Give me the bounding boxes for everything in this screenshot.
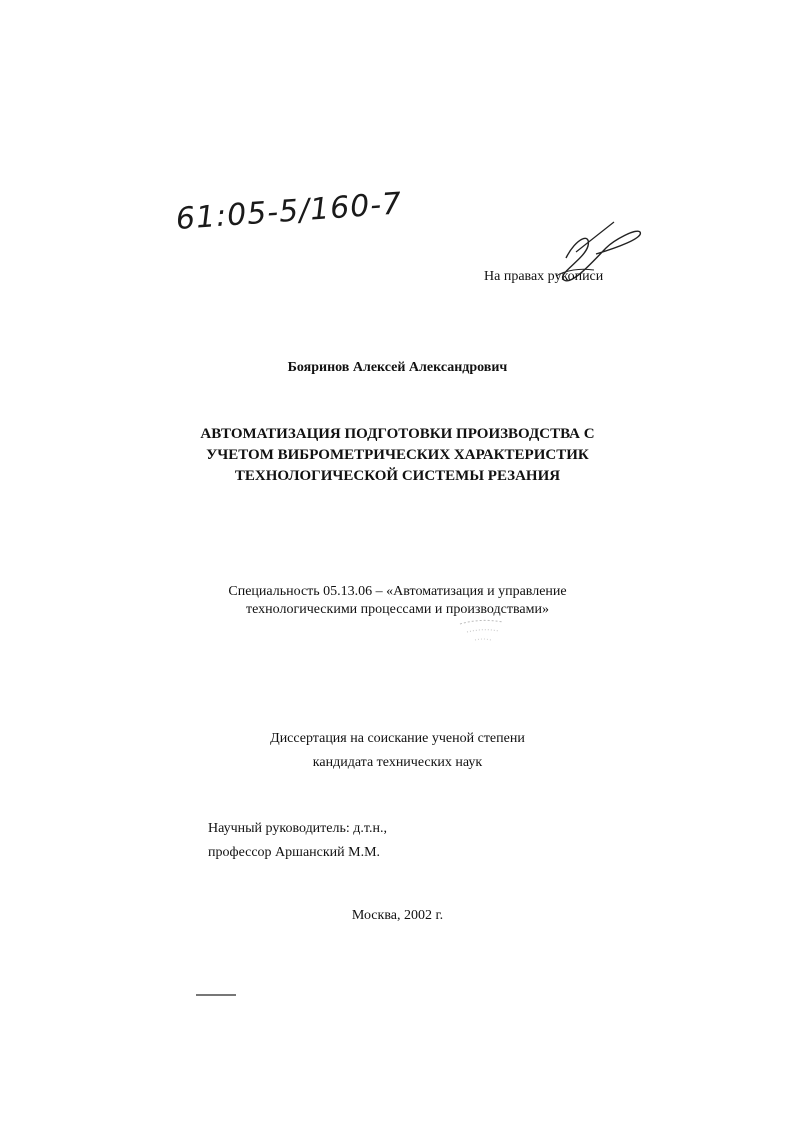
supervisor-block [208, 817, 387, 865]
rights-note: На правах рукописи [484, 269, 604, 284]
handwritten-archive-code: 61:05-5/160-7 [174, 186, 404, 237]
specialty-line: технологическими процессами и производствами» [246, 602, 549, 617]
specialty-block [0, 583, 795, 619]
scan-mark [196, 994, 236, 996]
degree-line: Диссертация на соискание ученой степени [270, 731, 525, 746]
author-name: Бояринов Алексей Александрович [287, 360, 508, 375]
city-year: Москва, 2002 г. [351, 908, 444, 923]
title-line: АВТОМАТИЗАЦИЯ ПОДГОТОВКИ ПРОИЗВОДСТВА С [200, 426, 595, 442]
specialty-line: Специальность 05.13.06 – «Автоматизация и управление [228, 584, 567, 599]
supervisor-line: профессор Аршанский М.М. [208, 845, 381, 860]
dissertation-title [0, 424, 795, 487]
title-line: УЧЕТОМ ВИБРОМЕТРИЧЕСКИХ ХАРАКТЕРИСТИК [206, 447, 589, 463]
supervisor-line: Научный руководитель: д.т.н., [208, 821, 387, 836]
signature-icon [536, 218, 646, 298]
degree-line: кандидата технических наук [312, 755, 483, 770]
degree-block [0, 727, 795, 775]
faint-stamp-icon [455, 616, 510, 646]
title-line: ТЕХНОЛОГИЧЕСКОЙ СИСТЕМЫ РЕЗАНИЯ [234, 468, 561, 484]
